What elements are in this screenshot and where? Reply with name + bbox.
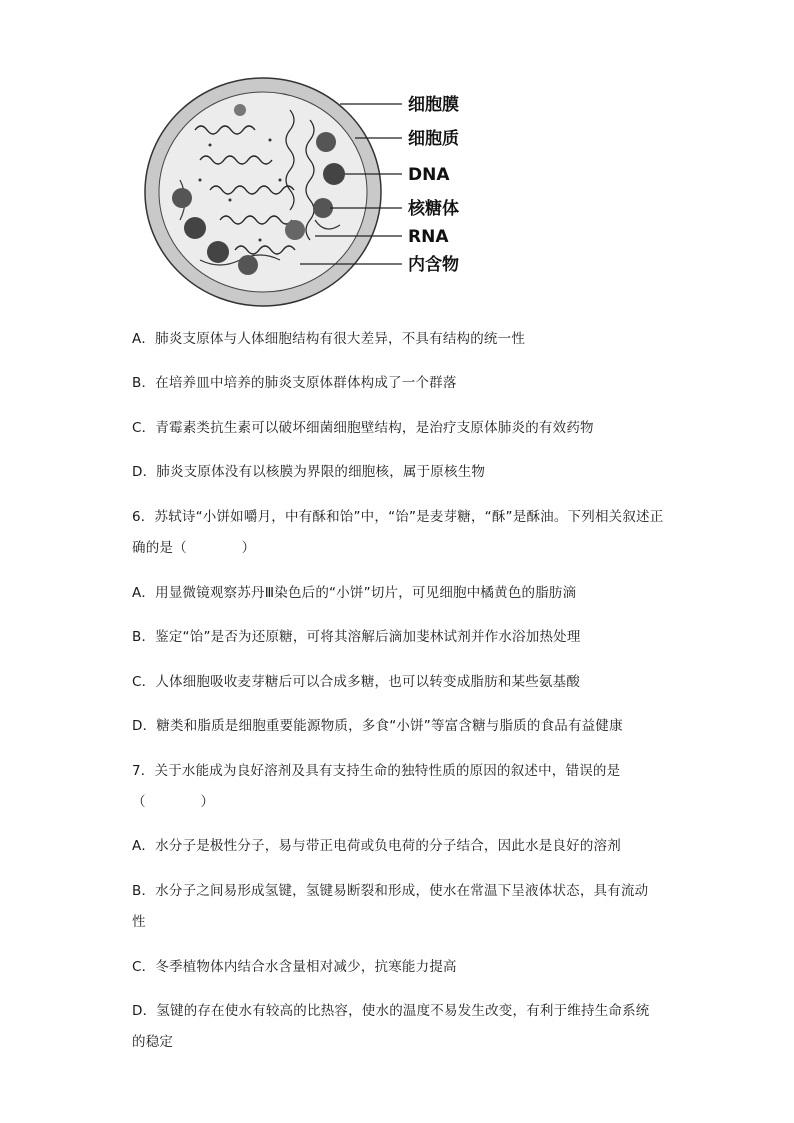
- q7-stem-line1: 7．关于水能成为良好溶剂及具有支持生命的独特性质的原因的叙述中，错误的是: [132, 763, 621, 779]
- q6-option-c: C．人体细胞吸收麦芽糖后可以合成多糖，也可以转变成脂肪和某些氨基酸: [132, 674, 581, 690]
- cell-diagram: [140, 70, 480, 310]
- cytoplasm-shape: [159, 92, 367, 292]
- ribosome: [238, 255, 258, 275]
- q7-option-c: C．冬季植物体内结合水含量相对减少，抗寒能力提高: [132, 959, 457, 975]
- cell-diagram-svg: [140, 70, 480, 310]
- label-cytoplasm: 细胞质: [408, 129, 459, 149]
- q5-option-a: A．肺炎支原体与人体细胞结构有很大差异，不具有结构的统一性: [132, 331, 526, 347]
- q5-option-b: B．在培养皿中培养的肺炎支原体群体构成了一个群落: [132, 375, 457, 391]
- label-rna: RNA: [408, 227, 449, 247]
- inclusion: [234, 104, 246, 116]
- q7-option-a: A．水分子是极性分子，易与带正电荷或负电荷的分子结合，因此水是良好的溶剂: [132, 838, 621, 854]
- q7-option-d-line1: D．氢键的存在使水有较高的比热容，使水的温度不易发生改变，有利于维持生命系统: [132, 1003, 650, 1019]
- q6-option-b: B．鉴定“饴”是否为还原糖，可将其溶解后滴加斐林试剂并作水浴加热处理: [132, 629, 581, 645]
- q6-option-d: D．糖类和脂质是细胞重要能源物质，多食“小饼”等富含糖与脂质的食品有益健康: [132, 718, 623, 734]
- ribosome: [184, 217, 206, 239]
- q6-stem-line2: 确的是（ ）: [132, 540, 256, 556]
- q7-stem-line2: （ ）: [132, 794, 215, 810]
- ribosome: [207, 241, 229, 263]
- q6-stem-line1: 6．苏轼诗“小饼如嚼月，中有酥和饴”中，“饴”是麦芽糖，“酥”是酥油。下列相关叙述正: [132, 509, 664, 525]
- q5-option-d: D．肺炎支原体没有以核膜为界限的细胞核，属于原核生物: [132, 464, 486, 480]
- inclusion: [285, 220, 305, 240]
- q7-option-b-line2: 性: [132, 914, 146, 930]
- ribosome: [323, 163, 345, 185]
- q6-option-a: A．用显微镜观察苏丹Ⅲ染色后的“小饼”切片，可见细胞中橘黄色的脂肪滴: [132, 585, 577, 601]
- label-dna: DNA: [408, 165, 450, 185]
- label-inclusion: 内含物: [408, 255, 459, 275]
- q7-option-b-line1: B．水分子之间易形成氢键，氢键易断裂和形成，使水在常温下呈液体状态，具有流动: [132, 883, 649, 899]
- q5-option-c: C．青霉素类抗生素可以破坏细菌细胞壁结构，是治疗支原体肺炎的有效药物: [132, 420, 594, 436]
- q7-option-d-line2: 的稳定: [132, 1034, 174, 1050]
- label-ribosome: 核糖体: [408, 199, 459, 219]
- ribosome: [316, 132, 336, 152]
- label-cell-membrane: 细胞膜: [408, 95, 459, 115]
- ribosome: [172, 188, 192, 208]
